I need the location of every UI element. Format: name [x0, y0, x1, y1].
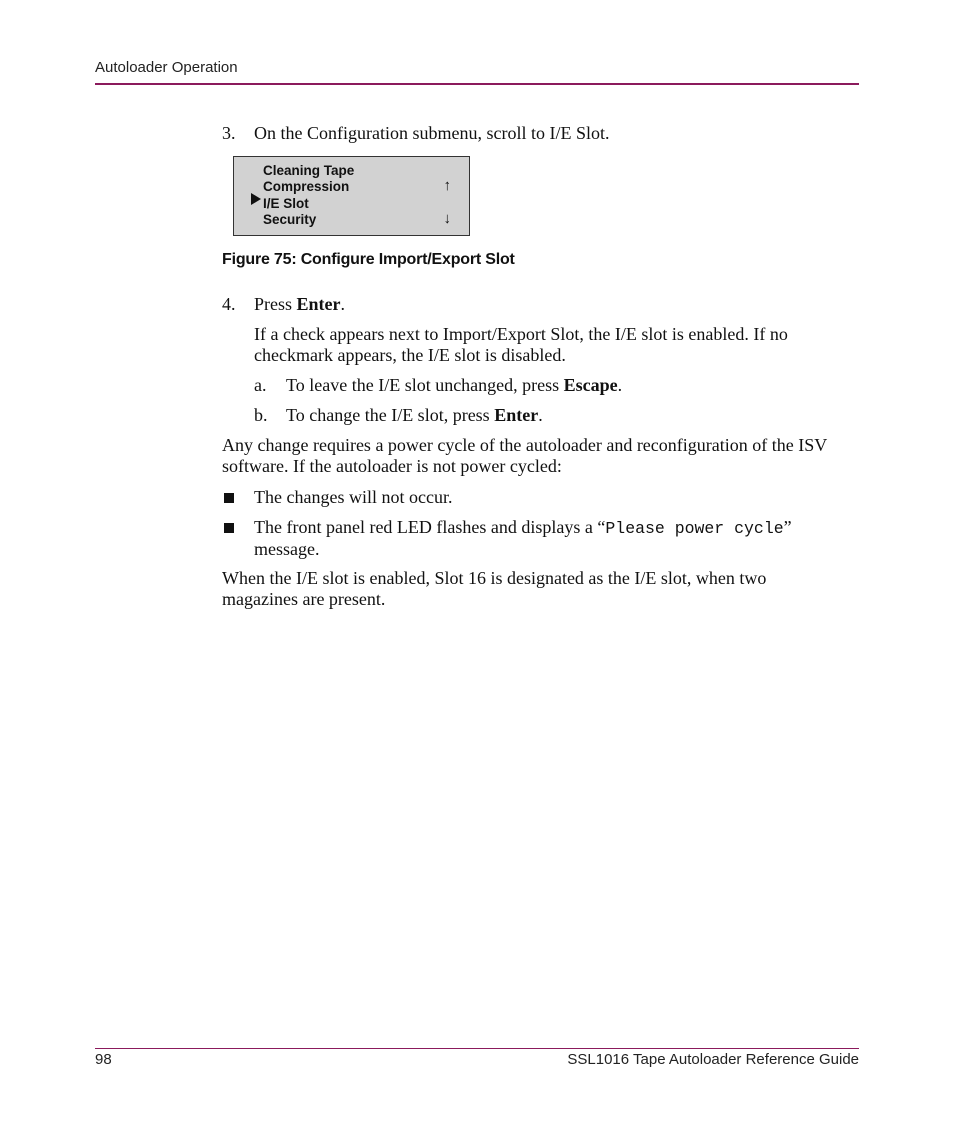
panel-message: Please power cycle	[605, 519, 784, 538]
substep-letter: a.	[254, 375, 267, 395]
figure-caption: Figure 75: Configure Import/Export Slot	[222, 251, 515, 268]
bullet-square-icon	[224, 523, 234, 533]
substep-text: To change the I/E slot, press Enter.	[286, 405, 543, 425]
lcd-row-ie-slot: I/E Slot	[263, 196, 309, 211]
step-number: 3.	[222, 123, 236, 143]
guide-title: SSL1016 Tape Autoloader Reference Guide	[567, 1051, 859, 1068]
bullet-text: The front panel red LED flashes and displays a “Please power cycle” message.	[254, 517, 792, 559]
page-number: 98	[95, 1051, 112, 1068]
key-name: Enter	[494, 405, 539, 425]
bullet-text: The changes will not occur.	[254, 487, 453, 507]
substep-text: To leave the I/E slot unchanged, press Escape.	[286, 375, 623, 395]
down-arrow-icon: ↓	[443, 210, 451, 227]
key-name: Enter	[296, 294, 341, 314]
selection-pointer-icon	[251, 193, 261, 205]
step-text: On the Configuration submenu, scroll to I/E Slot.	[254, 123, 610, 143]
running-header: Autoloader Operation	[95, 59, 238, 76]
header-rule	[95, 83, 859, 85]
ie-slot-paragraph: When the I/E slot is enabled, Slot 16 is designated as the I/E slot, when two magazines are present.	[222, 568, 767, 609]
lcd-row-cleaning-tape: Cleaning Tape	[263, 163, 355, 178]
bullet-square-icon	[224, 493, 234, 503]
step-4-detail: If a check appears next to Import/Export Slot, the I/E slot is enabled. If no checkmark appears, the I/E slot is disabled.	[254, 324, 788, 365]
step-text: Press Enter.	[254, 294, 346, 314]
footer-rule	[95, 1048, 859, 1049]
lcd-display	[233, 156, 470, 236]
key-name: Escape	[563, 375, 618, 395]
power-cycle-paragraph: Any change requires a power cycle of the autoloader and reconfiguration of the ISV software. If the autoloader is not power cycled:	[222, 435, 827, 476]
substep-letter: b.	[254, 405, 268, 425]
lcd-row-security: Security	[263, 212, 317, 227]
up-arrow-icon: ↑	[443, 177, 451, 194]
lcd-row-compression: Compression	[263, 179, 350, 194]
step-number: 4.	[222, 294, 236, 314]
